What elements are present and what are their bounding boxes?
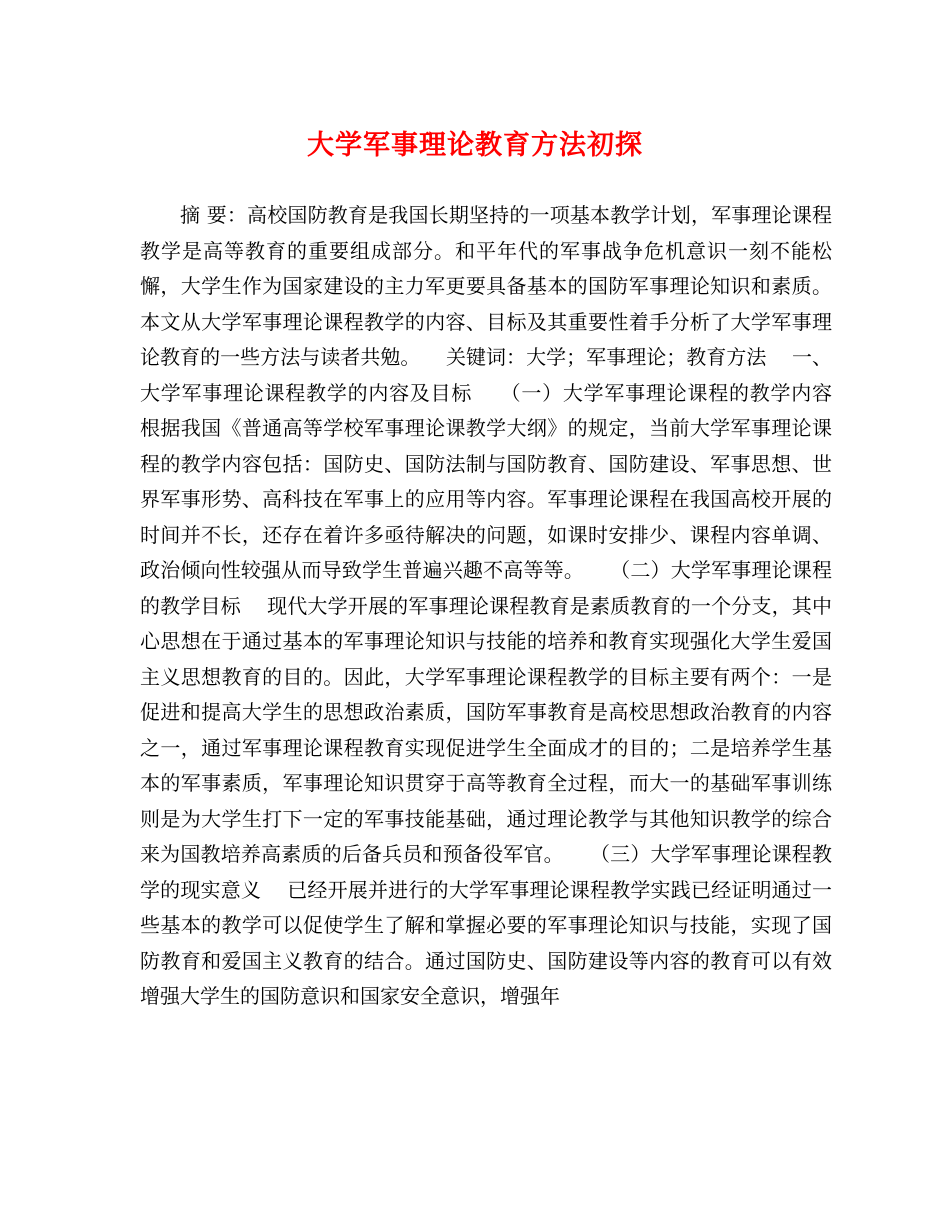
document-title: 大学军事理论教育方法初探 [307,130,643,161]
document-body: 摘 要：高校国防教育是我国长期坚持的一项基本教学计划，军事理论课程教学是高等教育的重要组成部分。和平年代的军事战争危机意识一刻不能松懈，大学生作为国家建设的主力军更要具备基本的国防军事理论知识和素质。本文从大学军事理论课程教学的内容、目标及其重要性着手分析了大学军事理论教育的一些方法与读者共勉。 关键词：大学；军事理论；教育方法 一、大学军事理论课程教学的内容及目标 （一）大学军事理论课程的教学内容 根据我国《普通高等学校军事理论课教学大纲》的规定，当前大学军事理论课程的教学内容包括：国防史、国防法制与国防教育、国防建设、军事思想、世界军事形势、高科技在军事上的应用等内容。军事理论课程在我国高校开展的时间并不长，还存在着许多亟待解决的问题，如课时安排少、课程内容单调、政治倾向性较强从而导致学生普遍兴趣不高等等。 （二）大学军事理论课程的教学目标 现代大学开展的军事理论课程教育是素质教育的一个分支，其中心思想在于通过基本的军事理论知识与技能的培养和教育实现强化大学生爱国主义思想教育的目的。因此，大学军事理论课程教学的目标主要有两个：一是促进和提高大学生的思想政治素质，国防军事教育是高校思想政治教育的内容之一，通过军事理论课程教育实现促进学生全面成才的目的；二是培养学生基本的军事素质，军事理论知识贯穿于高等教育全过程，而大一的基础军事训练则是为大学生打下一定的军事技能基础，通过理论教学与其他知识教学的综合来为国教培养高素质的后备兵员和预备役军官。 （三）大学军事理论课程教学的现实意义 已经开展并进行的大学军事理论课程教学实践已经证明通过一些基本的教学可以促使学生了解和掌握必要的军事理论知识与技能，实现了国防教育和爱国主义教育的结合。通过国防史、国防建设等内容的教育可以有效增强大学生的国防意识和国家安全意识，增强年 [140,203,858,1008]
